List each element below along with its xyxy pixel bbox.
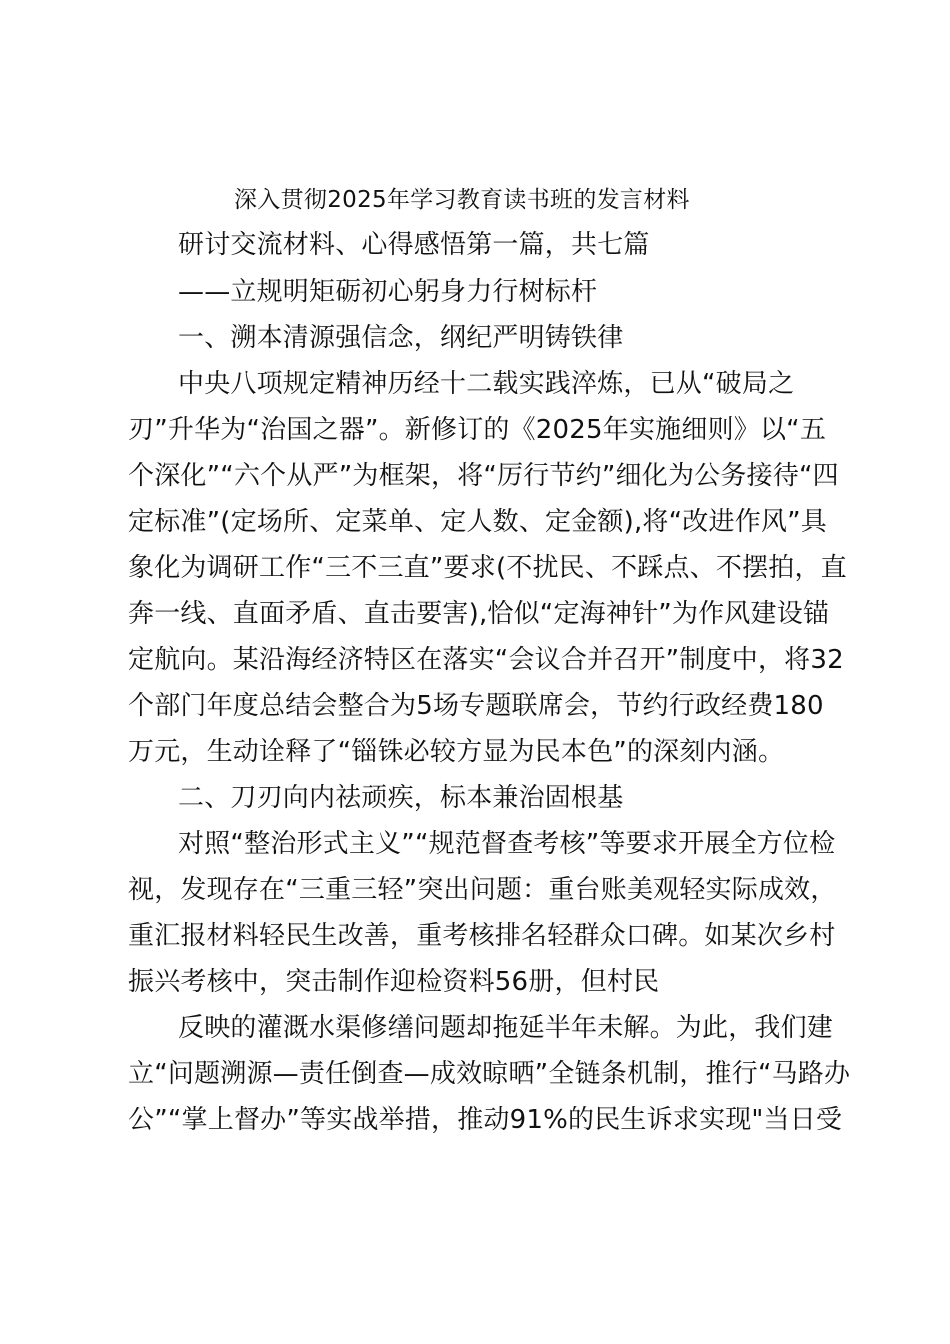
paragraph-2-line: 振兴考核中，突击制作迎检资料56册，但村民 <box>128 967 660 997</box>
paragraph-1-line: 个深化”“六个从严”为框架，将“厉行节约”细化为公务接待“四 <box>128 461 839 491</box>
paragraph-2-line: 重汇报材料轻民生改善，重考核排名轻群众口碑。如某次乡村 <box>128 921 836 951</box>
section-heading-2: 二、刀刃向内祛顽疾，标本兼治固根基 <box>178 783 624 813</box>
document-title: 深入贯彻2025年学习教育读书班的发言材料 <box>234 187 690 213</box>
paragraph-1-line: 刃”升华为“治国之器”。新修订的《2025年实施细则》以“五 <box>128 415 827 445</box>
document-subtitle: 研讨交流材料、心得感悟第一篇，共七篇 <box>178 230 650 260</box>
document-theme: ——立规明矩砺初心躬身力行树标杆 <box>178 277 598 307</box>
paragraph-1-line: 定航向。某沿海经济特区在落实“会议合并召开”制度中，将32 <box>128 645 844 675</box>
paragraph-1-line: 万元，生动诠释了“锱铢必较方显为民本色”的深刻内涵。 <box>128 737 785 767</box>
paragraph-3-line: 公”“掌上督办”等实战举措，推动91%的民生诉求实现"当日受 <box>128 1105 843 1135</box>
paragraph-2-line: 视，发现存在“三重三轻”突出问题：重台账美观轻实际成效， <box>128 875 837 905</box>
paragraph-1-line: 象化为调研工作“三不三直”要求(不扰民、不踩点、不摆拍，直 <box>128 553 847 583</box>
paragraph-2-line: 对照“整治形式主义”“规范督查考核”等要求开展全方位检 <box>178 829 836 859</box>
paragraph-1-line: 奔一线、直面矛盾、直击要害),恰似“定海神针”为作风建设锚 <box>128 599 830 629</box>
paragraph-1-line: 中央八项规定精神历经十二载实践淬炼，已从“破局之 <box>178 369 795 399</box>
paragraph-1-line: 个部门年度总结会整合为5场专题联席会，节约行政经费180 <box>128 691 824 721</box>
section-heading-1: 一、溯本清源强信念，纲纪严明铸铁律 <box>178 323 624 353</box>
paragraph-3-line: 反映的灌溉水渠修缮问题却拖延半年未解。为此，我们建 <box>178 1013 834 1043</box>
paragraph-1-line: 定标准”(定场所、定菜单、定人数、定金额),将“改进作风”具 <box>128 507 827 537</box>
paragraph-3-line: 立“问题溯源—责任倒查—成效晾晒”全链条机制，推行“马路办 <box>128 1059 851 1089</box>
